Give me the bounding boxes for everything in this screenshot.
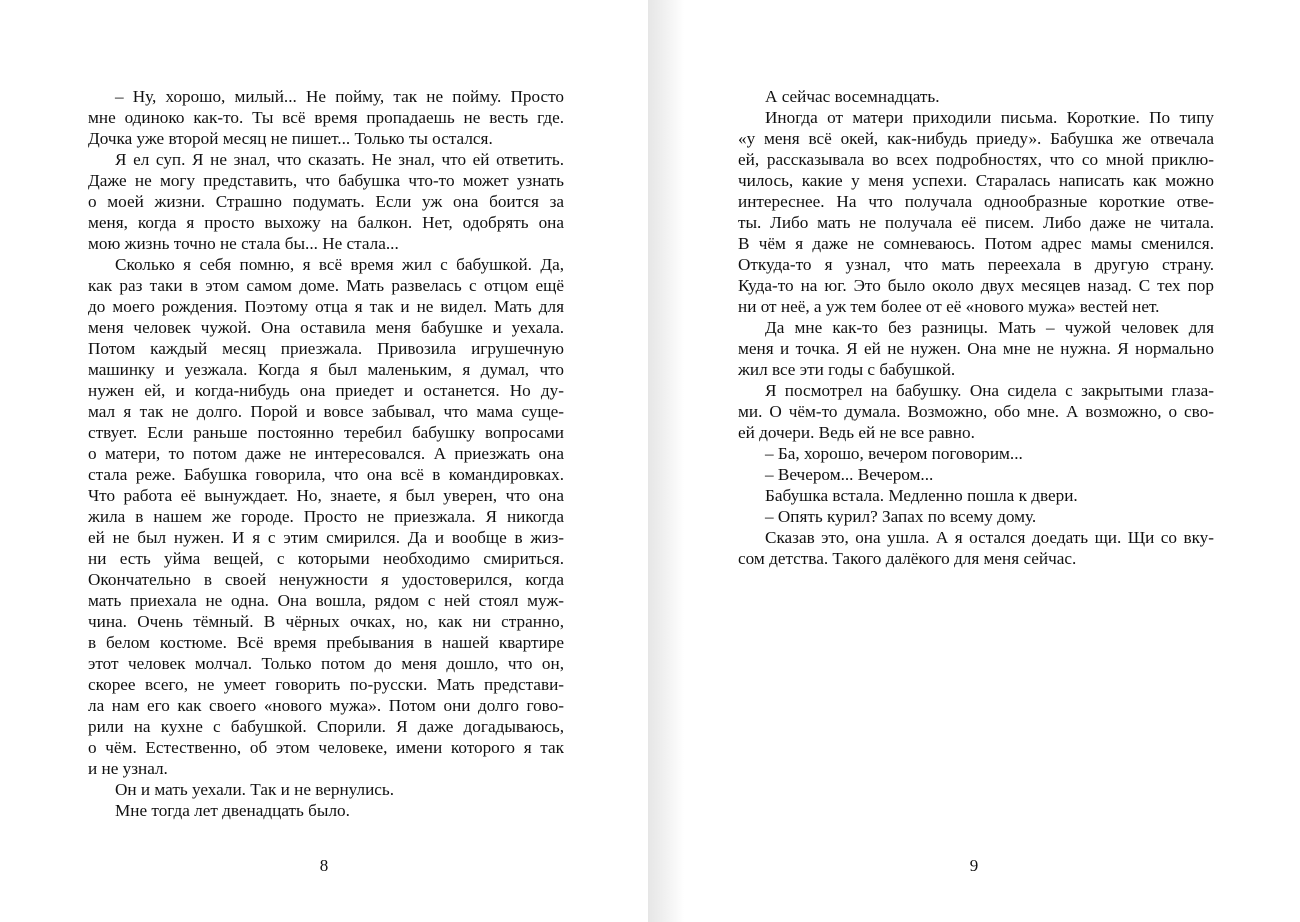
text-line: о матери, то потом даже не интересовался. А приезжать она [88, 444, 564, 463]
text-line: В чём я даже не сомневаюсь. Потом адрес мамы сменился. [738, 234, 1214, 253]
text-line: машинку и уезжала. Когда я был маленьким, я думал, что [88, 360, 564, 379]
text-line: ни есть уйма вещей, с которыми необходимо смириться. [88, 549, 564, 568]
text-line: как раз таки в этом самом доме. Мать развелась с отцом ещё [88, 276, 564, 295]
text-line: о чём. Естественно, об этом человеке, имени которого я так [88, 738, 564, 757]
text-line: – Вечером... Вечером... [765, 465, 934, 484]
text-line: меня человек чужой. Она оставила меня бабушке и уехала. [88, 318, 564, 337]
text-line: Потом каждый месяц приезжала. Привозила игрушечную [88, 339, 564, 358]
text-line: Я посмотрел на бабушку. Она сидела с закрытыми глаза- [765, 381, 1214, 400]
text-line: Откуда-то я узнал, что мать переехала в другую страну. [738, 255, 1214, 274]
text-line: «у меня всё окей, как-нибудь приеду». Бабушка же отвечала [738, 129, 1214, 148]
text-line: стала реже. Бабушка говорила, что она всё в командировках. [88, 465, 564, 484]
text-line: меня, когда я просто выхожу на балкон. Нет, одобрять она [88, 213, 564, 232]
right-page-text [738, 86, 1214, 569]
text-line: мою жизнь точно не стала бы... Не стала... [88, 234, 399, 253]
text-line: ла нам его как своего «нового мужа». Потом они долго гово- [88, 696, 564, 715]
text-line: ей дочери. Ведь ей не все равно. [738, 423, 975, 442]
text-line: ми. О чём-то думала. Возможно, обо мне. А возможно, о сво- [738, 402, 1214, 421]
left-page-text [88, 86, 564, 821]
text-line: ствует. Если раньше постоянно теребил бабушку вопросами [88, 423, 564, 442]
text-line: Бабушка встала. Медленно пошла к двери. [765, 486, 1078, 505]
text-line: Куда-то на юг. Это было около двух месяцев назад. С тех пор [738, 276, 1214, 295]
text-line: – Ну, хорошо, милый... Не пойму, так не пойму. Просто [115, 87, 564, 106]
text-line: скорее всего, не умеет говорить по-русски. Мать представи- [88, 675, 564, 694]
text-line: нужен ей, и когда-нибудь она приедет и останется. Но ду- [88, 381, 564, 400]
text-line: мать приехала не одна. Она вошла, рядом с ней стоял муж- [88, 591, 564, 610]
text-line: сом детства. Такого далёкого для меня сейчас. [738, 549, 1077, 568]
text-line: ей не был нужен. И я с этим смирился. Да и вообще в жиз- [88, 528, 564, 547]
text-line: Да мне как-то без разницы. Мать – чужой человек для [765, 318, 1214, 337]
text-line: жила в нашем же городе. Просто не приезжала. Я никогда [88, 507, 564, 526]
text-line: – Ба, хорошо, вечером поговорим... [765, 444, 1023, 463]
text-line: – Опять курил? Запах по всему дому. [765, 507, 1037, 526]
text-line: чина. Очень тёмный. В чёрных очках, но, как ни странно, [88, 612, 564, 631]
text-line: рили на кухне с бабушкой. Спорили. Я даже догадываюсь, [88, 717, 564, 736]
text-line: чилось, какие у меня успехи. Старалась написать как можно [738, 171, 1214, 190]
text-line: о моей жизни. Страшно подумать. Если уж она боится за [88, 192, 564, 211]
text-line: Он и мать уехали. Так и не вернулись. [115, 780, 395, 799]
text-line: мне одиноко как-то. Ты всё время пропадаешь не весть где. [88, 108, 564, 127]
text-line: Что работа её вынуждает. Но, знаете, я был уверен, что она [88, 486, 564, 505]
text-line: Дочка уже второй месяц не пишет... Только ты остался. [88, 129, 493, 148]
text-line: Иногда от матери приходили письма. Короткие. По типу [765, 108, 1214, 127]
text-line: А сейчас восемнадцать. [765, 87, 940, 106]
text-line: мал я так не долго. Порой и вовсе забывал, что мама суще- [88, 402, 564, 421]
text-line: Я ел суп. Я не знал, что сказать. Не знал, что ей ответить. [115, 150, 564, 169]
text-line: Сколько я себя помню, я всё время жил с бабушкой. Да, [115, 255, 564, 274]
page-gutter [648, 0, 684, 922]
text-line: и не узнал. [88, 759, 168, 778]
left-page-number: 8 [319, 856, 329, 875]
text-line: Сказав это, она ушла. А я остался доедать щи. Щи со вку- [765, 528, 1214, 547]
text-line: в белом костюме. Всё время пребывания в нашей квартире [88, 633, 564, 652]
text-line: жил все эти годы с бабушкой. [738, 360, 956, 379]
text-line: этот человек молчал. Только потом до меня дошло, что он, [88, 654, 564, 673]
text-line: Окончательно в своей ненужности я удостоверился, когда [88, 570, 564, 589]
text-line: интереснее. На что получала однообразные короткие отве- [738, 192, 1214, 211]
text-line: ни от неё, а уж тем более от её «нового мужа» вестей нет. [738, 297, 1160, 316]
text-line: до моего рождения. Поэтому отца я так и не видел. Мать для [88, 297, 564, 316]
text-line: Мне тогда лет двенадцать было. [115, 801, 350, 820]
text-line: ей, рассказывала во всех подробностях, что со мной приклю- [738, 150, 1214, 169]
right-page-number: 9 [969, 856, 979, 875]
text-line: меня и точка. Я ей не нужен. Она мне не нужна. Я нормально [738, 339, 1214, 358]
text-line: ты. Либо мать не получала её писем. Либо даже не читала. [738, 213, 1214, 232]
text-line: Даже не могу представить, что бабушка что-то может узнать [88, 171, 564, 190]
